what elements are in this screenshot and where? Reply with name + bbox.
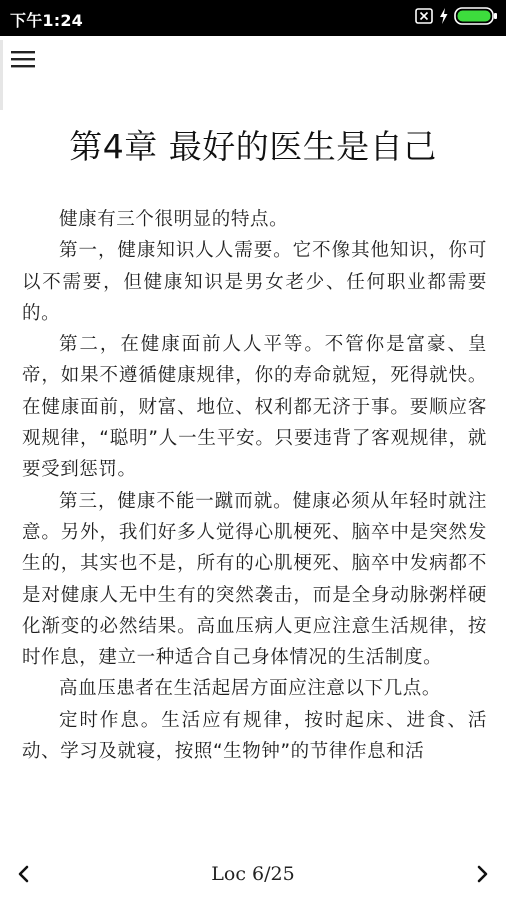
paragraph: 第三，健康不能一蹴而就。健康必须从年轻时就注意。另外，我们好多人觉得心肌梗死、脑卒中是突然发生的，其实也不是，所有的心肌梗死、脑卒中发病都不是对健康人无中生有的突然袭击，而是全身动脉粥样硬化渐变的必然结果。高血压病人更应注意生活规律，按时作息，建立一种适合自己身体情况的生活制度。 [22,490,487,669]
hamburger-menu-icon [8,46,40,74]
page-location: Loc 6/25 [211,863,295,885]
status-time: 下午1:24 [10,11,83,30]
paragraph: 第二，在健康面前人人平等。不管你是富豪、皇帝，如果不遵循健康规律，你的寿命就短，死得就快。在健康面前，财富、地位、权利都无济于事。要顺应客观规律，“聪明”人一生平安。只要违背了客观规律，就要受到惩罚。 [22,334,487,481]
reader-footer [0,856,506,896]
battery-full-icon [454,7,498,29]
paragraph: 健康有三个很明显的特点。 [59,209,289,230]
battery-level [458,11,491,22]
paragraph: 定时作息。生活应有规律，按时起床、进食、活动、学习及就寝，按照“生物钟”的节律作息和活 [22,709,487,763]
chapter-content [22,204,487,767]
app-bar [0,36,506,84]
menu-button[interactable] [8,46,40,74]
status-icons [415,9,498,27]
chevron-right-icon [468,860,496,888]
sim-off-icon [415,8,433,28]
charging-bolt-icon [439,8,448,28]
chapter-title: 第4章 最好的医生是自己 [69,127,437,166]
next-page-button[interactable] [468,860,496,888]
status-bar [0,0,506,36]
paragraph: 第一，健康知识人人需要。它不像其他知识，你可以不需要，但健康知识是男女老少、任何职业都需要的。 [22,240,487,324]
paragraph: 高血压患者在生活起居方面应注意以下几点。 [59,678,442,700]
